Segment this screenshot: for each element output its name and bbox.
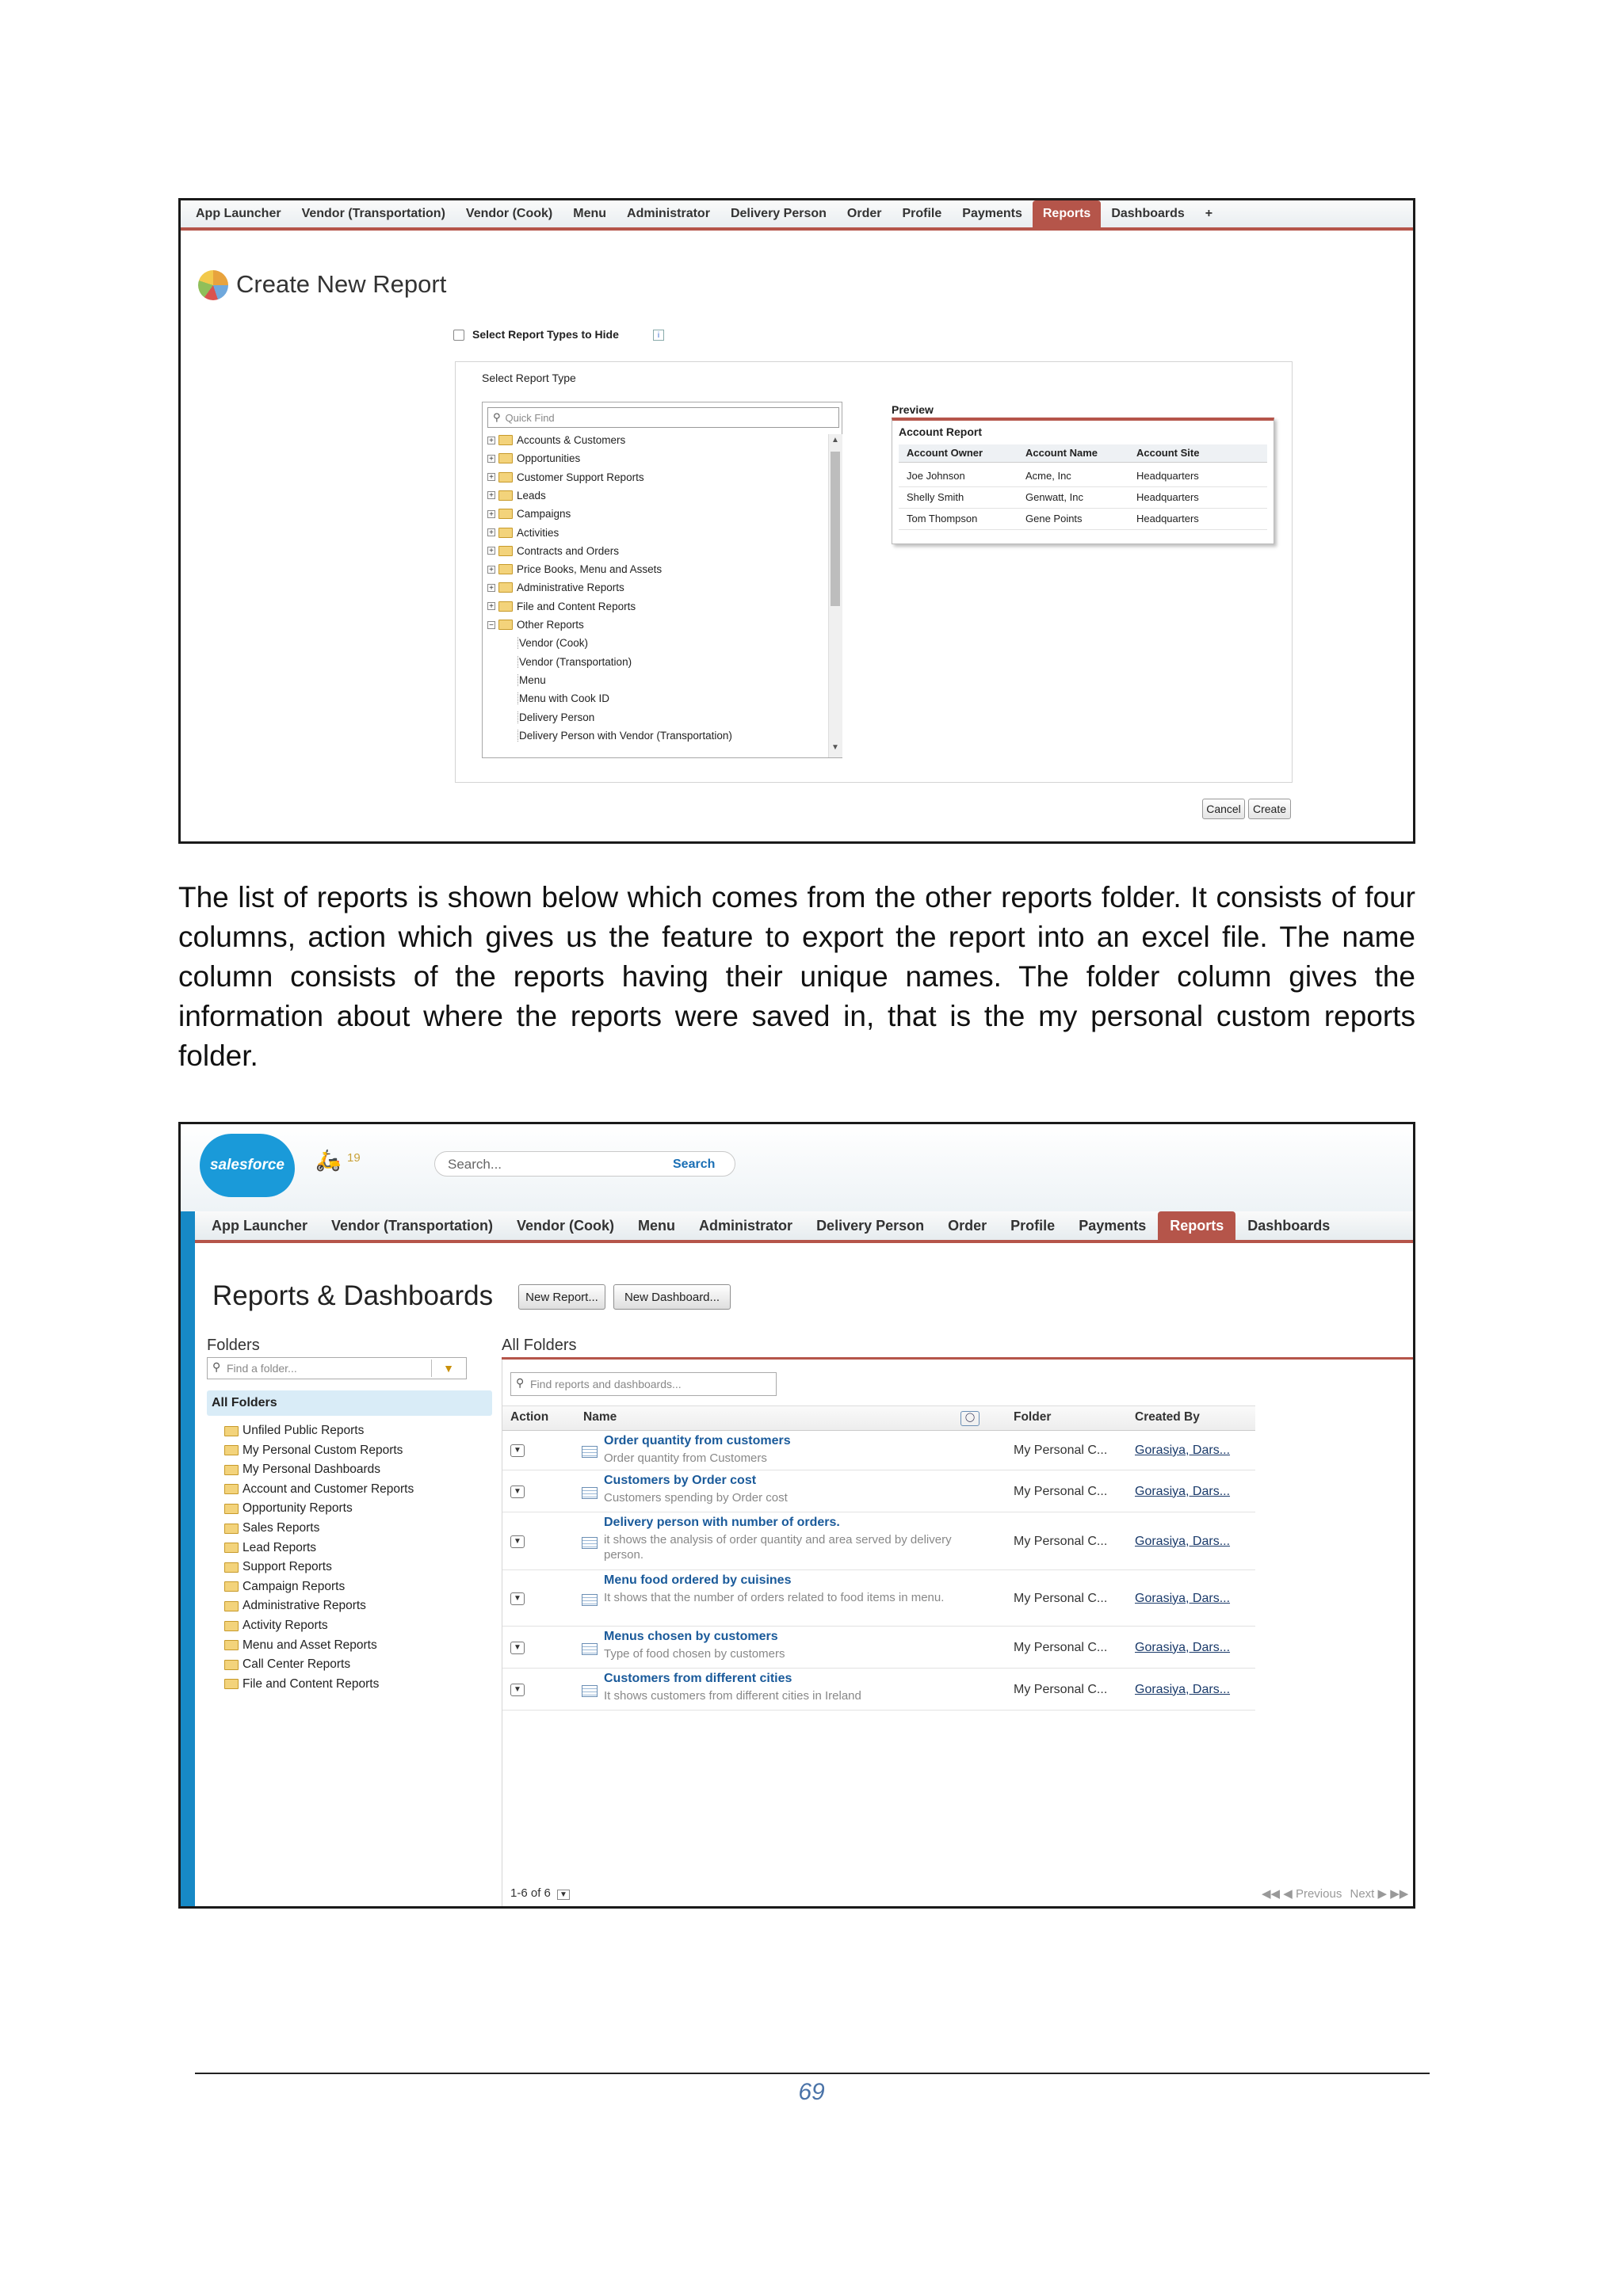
row-action-dropdown-icon[interactable]: ▼ [510,1642,525,1654]
report-type-panel [455,361,1293,783]
row-action-dropdown-icon[interactable]: ▼ [510,1444,525,1457]
reports-list-area [502,1360,1415,1909]
tree-folder[interactable] [487,471,644,483]
report-type-tree [482,402,842,758]
all-folders-row[interactable] [207,1390,492,1416]
nav-tab-vendor-cook[interactable]: Vendor (Cook) [465,207,553,220]
nav-tab-menu[interactable]: Menu [573,207,607,220]
preview-cell: Gene Points [1025,513,1083,524]
folder-icon [498,490,513,501]
nav-tab-app-launcher[interactable]: App Launcher [212,1217,308,1234]
new-dashboard-button[interactable]: New Dashboard... [613,1284,731,1310]
folder-icon [498,453,513,463]
page-number: 69 [798,2079,825,2105]
report-folder: My Personal C... [1014,1484,1108,1498]
tree-report-type[interactable] [517,637,588,649]
scroll-up-icon[interactable]: ▲ [831,436,839,444]
preview-cell: Shelly Smith [907,491,964,503]
folder-icon [224,1562,239,1573]
preview-cell: Headquarters [1136,513,1199,524]
tree-report-type[interactable] [517,692,609,704]
nav-tab-profile[interactable]: Profile [1010,1217,1056,1234]
all-folders-label: All Folders [212,1396,277,1409]
search-icon: ⚲ [212,1360,221,1373]
preview-column-header: Account Name [1025,447,1098,459]
nav-tab-vendor-transportation[interactable]: Vendor (Transportation) [301,207,445,220]
tree-item-label: Contracts and Orders [517,544,620,557]
report-folder: My Personal C... [1014,1534,1108,1548]
nav-tab-payments[interactable]: Payments [1079,1217,1147,1234]
report-created-by-link[interactable]: Gorasiya, Dars... [1135,1484,1231,1498]
column-action[interactable]: Action [510,1410,549,1424]
report-icon [582,1685,598,1697]
report-description: Type of food chosen by customers [604,1647,785,1661]
tree-report-type[interactable] [517,674,546,686]
folder-icon [224,1445,239,1455]
report-created-by-link[interactable]: Gorasiya, Dars... [1135,1640,1231,1654]
nav-tab-bar [195,1211,1415,1243]
find-folder-placeholder: Find a folder... [227,1362,297,1375]
tree-report-type[interactable] [517,711,594,723]
dashboard-folder-icon [224,1465,239,1475]
global-search [434,1151,735,1177]
tree-item-label: Accounts & Customers [517,434,626,446]
row-action-dropdown-icon[interactable]: ▼ [510,1684,525,1696]
folder-item-label: Administrative Reports [242,1599,366,1613]
report-icon [582,1487,598,1499]
column-folder[interactable]: Folder [1014,1410,1052,1424]
report-name-link[interactable]: Delivery person with number of orders. [604,1516,840,1529]
select-type-label: Select Report Type [482,372,576,384]
tree-report-type[interactable] [517,656,632,668]
nav-tab-vendor-transportation[interactable]: Vendor (Transportation) [331,1217,494,1234]
expand-icon[interactable]: + [487,602,495,610]
tree-item-label: Vendor (Cook) [519,637,589,650]
folder-item-label: Opportunity Reports [242,1501,353,1516]
page-title: Reports & Dashboards [212,1280,494,1311]
table-row[interactable] [502,1627,1255,1669]
folder-icon [224,1524,239,1534]
nav-tab-reports[interactable]: Reports [1033,200,1101,227]
tree-item-label: Leads [517,489,546,502]
table-row[interactable] [502,1570,1255,1627]
expand-icon[interactable]: + [487,510,495,518]
tree-item-label: Delivery Person with Vendor (Transportation) [519,729,732,742]
expand-icon[interactable]: + [487,566,495,574]
folder-item[interactable] [224,1521,319,1535]
row-action-dropdown-icon[interactable]: ▼ [510,1535,525,1548]
find-folder-input[interactable] [207,1357,467,1379]
create-button[interactable]: Create [1248,799,1291,819]
folder-item[interactable] [224,1424,364,1438]
report-description: it shows the analysis of order quantity and area served by delivery person. [604,1533,952,1562]
header-area [181,1124,1413,1211]
folder-icon [498,620,513,630]
folder-item[interactable] [224,1638,377,1653]
pagination-count-text: 1-6 of 6 [510,1886,551,1900]
preview-table [892,418,1274,544]
nav-tab-dashboards[interactable]: Dashboards [1111,207,1185,220]
report-icon [582,1594,598,1606]
preview-title: Account Report [899,425,982,438]
table-row[interactable] [502,1669,1255,1711]
folder-item-label: Activity Reports [242,1619,328,1632]
new-report-button[interactable]: New Report... [518,1284,605,1310]
hide-types-checkbox[interactable] [453,330,464,341]
expand-icon[interactable]: + [487,584,495,592]
folder-icon [224,1640,239,1650]
nav-tab-menu[interactable]: Menu [638,1217,676,1234]
report-description: Customers spending by Order cost [604,1491,788,1505]
report-name-link[interactable]: Menus chosen by customers [604,1630,778,1643]
table-row[interactable] [502,1470,1255,1512]
nav-tab-administrator[interactable]: Administrator [699,1217,793,1234]
folder-item-label: Lead Reports [242,1540,317,1554]
column-name[interactable]: Name [583,1410,617,1424]
report-description: It shows that the number of orders related to food items in menu. [604,1591,945,1604]
last-page-icon[interactable]: ▶▶ [1390,1887,1409,1901]
report-description: It shows customers from different cities in Ireland [604,1689,861,1703]
release-badge: 19 [347,1151,361,1165]
folder-icon [498,435,513,445]
scroll-thumb[interactable] [831,452,840,606]
folder-icon [224,1601,239,1611]
tree-item-label: Delivery Person [519,711,595,723]
mascot-icon: 🛵 [315,1148,342,1172]
nav-tab-order[interactable]: Order [846,207,882,220]
tree-folder[interactable] [487,452,580,464]
nav-tab-profile[interactable]: Profile [902,207,942,220]
tree-folder[interactable] [487,434,625,446]
report-created-by-link[interactable]: Gorasiya, Dars... [1135,1534,1231,1548]
tree-item-label: Price Books, Menu and Assets [517,563,663,576]
preview-cell: Headquarters [1136,491,1199,503]
preview-label: Preview [892,403,934,416]
folder-item[interactable] [224,1560,332,1574]
page-size-dropdown-icon[interactable]: ▼ [557,1890,570,1900]
nav-tab-delivery-person[interactable]: Delivery Person [730,207,827,220]
tree-item-label: Campaigns [517,508,571,521]
folder-item-label: Campaign Reports [242,1579,346,1593]
nav-tab-bar [181,200,1413,231]
folder-item[interactable] [224,1619,328,1633]
search-icon: ⚲ [516,1376,525,1389]
folder-item[interactable] [224,1580,345,1594]
folder-icon [224,1543,239,1553]
report-folder: My Personal C... [1014,1682,1108,1696]
report-icon [582,1643,598,1655]
report-name-link[interactable]: Customers by Order cost [604,1474,757,1487]
folder-icon [498,564,513,574]
report-folder: My Personal C... [1014,1591,1108,1605]
create-report-screenshot [178,198,1415,844]
prev-page-link[interactable]: Previous [1295,1887,1342,1901]
tree-item-label: Activities [517,526,559,539]
next-page-link[interactable]: Next [1350,1887,1375,1901]
tree-item-label: Opportunities [517,452,581,465]
nav-tab-payments[interactable]: Payments [962,207,1022,220]
find-reports-input[interactable] [510,1372,777,1396]
reports-logo-icon [198,270,228,300]
report-folder: My Personal C... [1014,1444,1108,1457]
folder-item-label: File and Content Reports [242,1676,380,1691]
report-created-by-link[interactable]: Gorasiya, Dars... [1135,1682,1231,1696]
nav-tab-administrator[interactable]: Administrator [627,207,710,220]
page-title: Create New Report [236,270,447,298]
preview-column-header: Account Owner [907,447,983,459]
tree-folder[interactable] [487,563,662,575]
tree-folder[interactable] [487,527,559,539]
folder-menu-icon[interactable]: ▼ [431,1360,465,1377]
preview-column-header: Account Site [1136,447,1200,459]
table-header [502,1405,1255,1431]
tree-item-label: Other Reports [517,619,584,631]
folder-icon [498,472,513,482]
tree-item-label: Menu [519,673,546,686]
column-created-by[interactable]: Created By [1135,1410,1200,1424]
salesforce-logo[interactable]: salesforce [200,1134,295,1197]
folder-item[interactable] [224,1482,414,1497]
folders-label: Folders [207,1337,260,1354]
search-input[interactable]: Search... [448,1157,502,1172]
folder-item[interactable] [224,1657,350,1672]
folder-item[interactable] [224,1501,353,1516]
folder-icon [498,528,513,538]
folder-item[interactable] [224,1541,316,1555]
column-chooser-icon[interactable]: ◯ [960,1411,980,1426]
folder-icon [498,509,513,519]
folder-icon [224,1426,239,1436]
report-created-by-link[interactable]: Gorasiya, Dars... [1135,1591,1231,1605]
list-heading: All Folders [502,1337,577,1354]
preview-cell: Genwatt, Inc [1025,491,1083,503]
pager [1262,1886,1408,1901]
folder-item-label: Unfiled Public Reports [242,1424,365,1437]
tree-folder[interactable] [487,601,636,612]
collapse-icon[interactable]: − [487,621,495,629]
reports-dashboards-screenshot [178,1122,1415,1909]
tree-report-type[interactable] [517,730,732,742]
expand-icon[interactable]: + [487,455,495,463]
preview-row [899,467,1267,487]
folder-item[interactable] [224,1677,379,1691]
table-row[interactable] [502,1512,1255,1570]
nav-tab-vendor-cook[interactable]: Vendor (Cook) [517,1217,615,1234]
pagination-count [510,1886,570,1900]
add-tab-icon[interactable]: + [1205,207,1213,220]
report-folder: My Personal C... [1014,1640,1108,1654]
folder-icon [224,1660,239,1670]
footer-rule [195,2073,1430,2074]
expand-icon[interactable]: + [487,491,495,499]
expand-icon[interactable]: + [487,547,495,555]
table-row[interactable] [502,1431,1255,1470]
left-accent-bar [181,1211,195,1909]
expand-icon[interactable]: + [487,473,495,481]
tree-item-label: Menu with Cook ID [519,692,610,705]
tree-item-label: Administrative Reports [517,582,624,594]
prev-page-icon[interactable]: ◀ [1283,1887,1293,1901]
cancel-button[interactable]: Cancel [1202,799,1245,819]
report-name-link[interactable]: Menu food ordered by cuisines [604,1573,792,1587]
tree-folder[interactable] [487,619,584,631]
nav-tab-delivery-person[interactable]: Delivery Person [816,1217,925,1234]
quick-find-placeholder: Quick Find [505,411,555,424]
folder-item-label: Sales Reports [242,1521,320,1535]
folder-icon [224,1504,239,1514]
folder-item[interactable] [224,1444,403,1458]
report-created-by-link[interactable]: Gorasiya, Dars... [1135,1444,1231,1457]
find-reports-placeholder: Find reports and dashboards... [530,1378,682,1390]
report-description: Order quantity from Customers [604,1451,767,1465]
body-paragraph: The list of reports is shown below which comes from the other reports folder. It consists of four columns, action which gives us the feature to export the report into an excel file. The name column consists of the reports having their unique names. The folder column gives the information about where the reports were saved in, that is the my personal custom reports folder. [178,881,1415,1072]
expand-icon[interactable]: + [487,437,495,444]
search-icon: ⚲ [493,411,501,423]
folder-item-label: Support Reports [242,1560,332,1574]
folder-item-label: Call Center Reports [242,1657,351,1672]
folder-icon [498,582,513,593]
tree-item-label: Customer Support Reports [517,471,644,483]
tree-folder[interactable] [487,545,619,557]
preview-cell: Joe Johnson [907,470,965,482]
search-button[interactable]: Search [673,1158,716,1171]
preview-row [899,509,1267,530]
report-icon [582,1537,598,1549]
folder-item-label: My Personal Dashboards [242,1463,381,1477]
nav-tab-app-launcher[interactable]: App Launcher [196,207,281,220]
folder-icon [498,546,513,556]
folder-icon [224,1484,239,1494]
report-name-link[interactable]: Order quantity from customers [604,1434,791,1447]
folder-icon [224,1621,239,1631]
preview-cell: Acme, Inc [1025,470,1071,482]
preview-cell: Headquarters [1136,470,1199,482]
report-name-link[interactable]: Customers from different cities [604,1672,792,1685]
preview-cell: Tom Thompson [907,513,978,524]
tree-scrollbar[interactable] [828,434,842,757]
tree-folder[interactable] [487,490,546,502]
folder-icon [498,601,513,612]
folder-icon [224,1679,239,1689]
nav-tab-reports[interactable]: Reports [1158,1211,1235,1240]
scroll-down-icon[interactable]: ▼ [831,743,839,752]
nav-tab-dashboards[interactable]: Dashboards [1247,1217,1331,1234]
folder-item-label: Account and Customer Reports [242,1482,414,1496]
folder-icon [224,1581,239,1592]
first-page-icon[interactable]: ◀◀ [1262,1887,1281,1901]
tree-folder[interactable] [487,508,571,520]
report-icon [582,1446,598,1458]
next-page-icon[interactable]: ▶ [1377,1887,1388,1901]
folder-item-label: My Personal Custom Reports [242,1443,403,1457]
tree-folder[interactable] [487,582,624,593]
quick-find-input[interactable] [487,407,839,428]
nav-tab-order[interactable]: Order [948,1217,987,1234]
preview-row [899,488,1267,509]
folder-item[interactable] [224,1599,366,1613]
row-action-dropdown-icon[interactable]: ▼ [510,1486,525,1498]
folder-item-label: Menu and Asset Reports [242,1638,377,1652]
expand-icon[interactable]: + [487,528,495,536]
hide-types-label: Select Report Types to Hide [472,328,619,341]
folder-item[interactable] [224,1463,380,1477]
tree-item-label: File and Content Reports [517,600,636,612]
row-action-dropdown-icon[interactable]: ▼ [510,1592,525,1605]
tree-item-label: Vendor (Transportation) [519,655,632,668]
info-icon[interactable]: i [653,330,664,341]
preview-header-row [899,444,1267,463]
